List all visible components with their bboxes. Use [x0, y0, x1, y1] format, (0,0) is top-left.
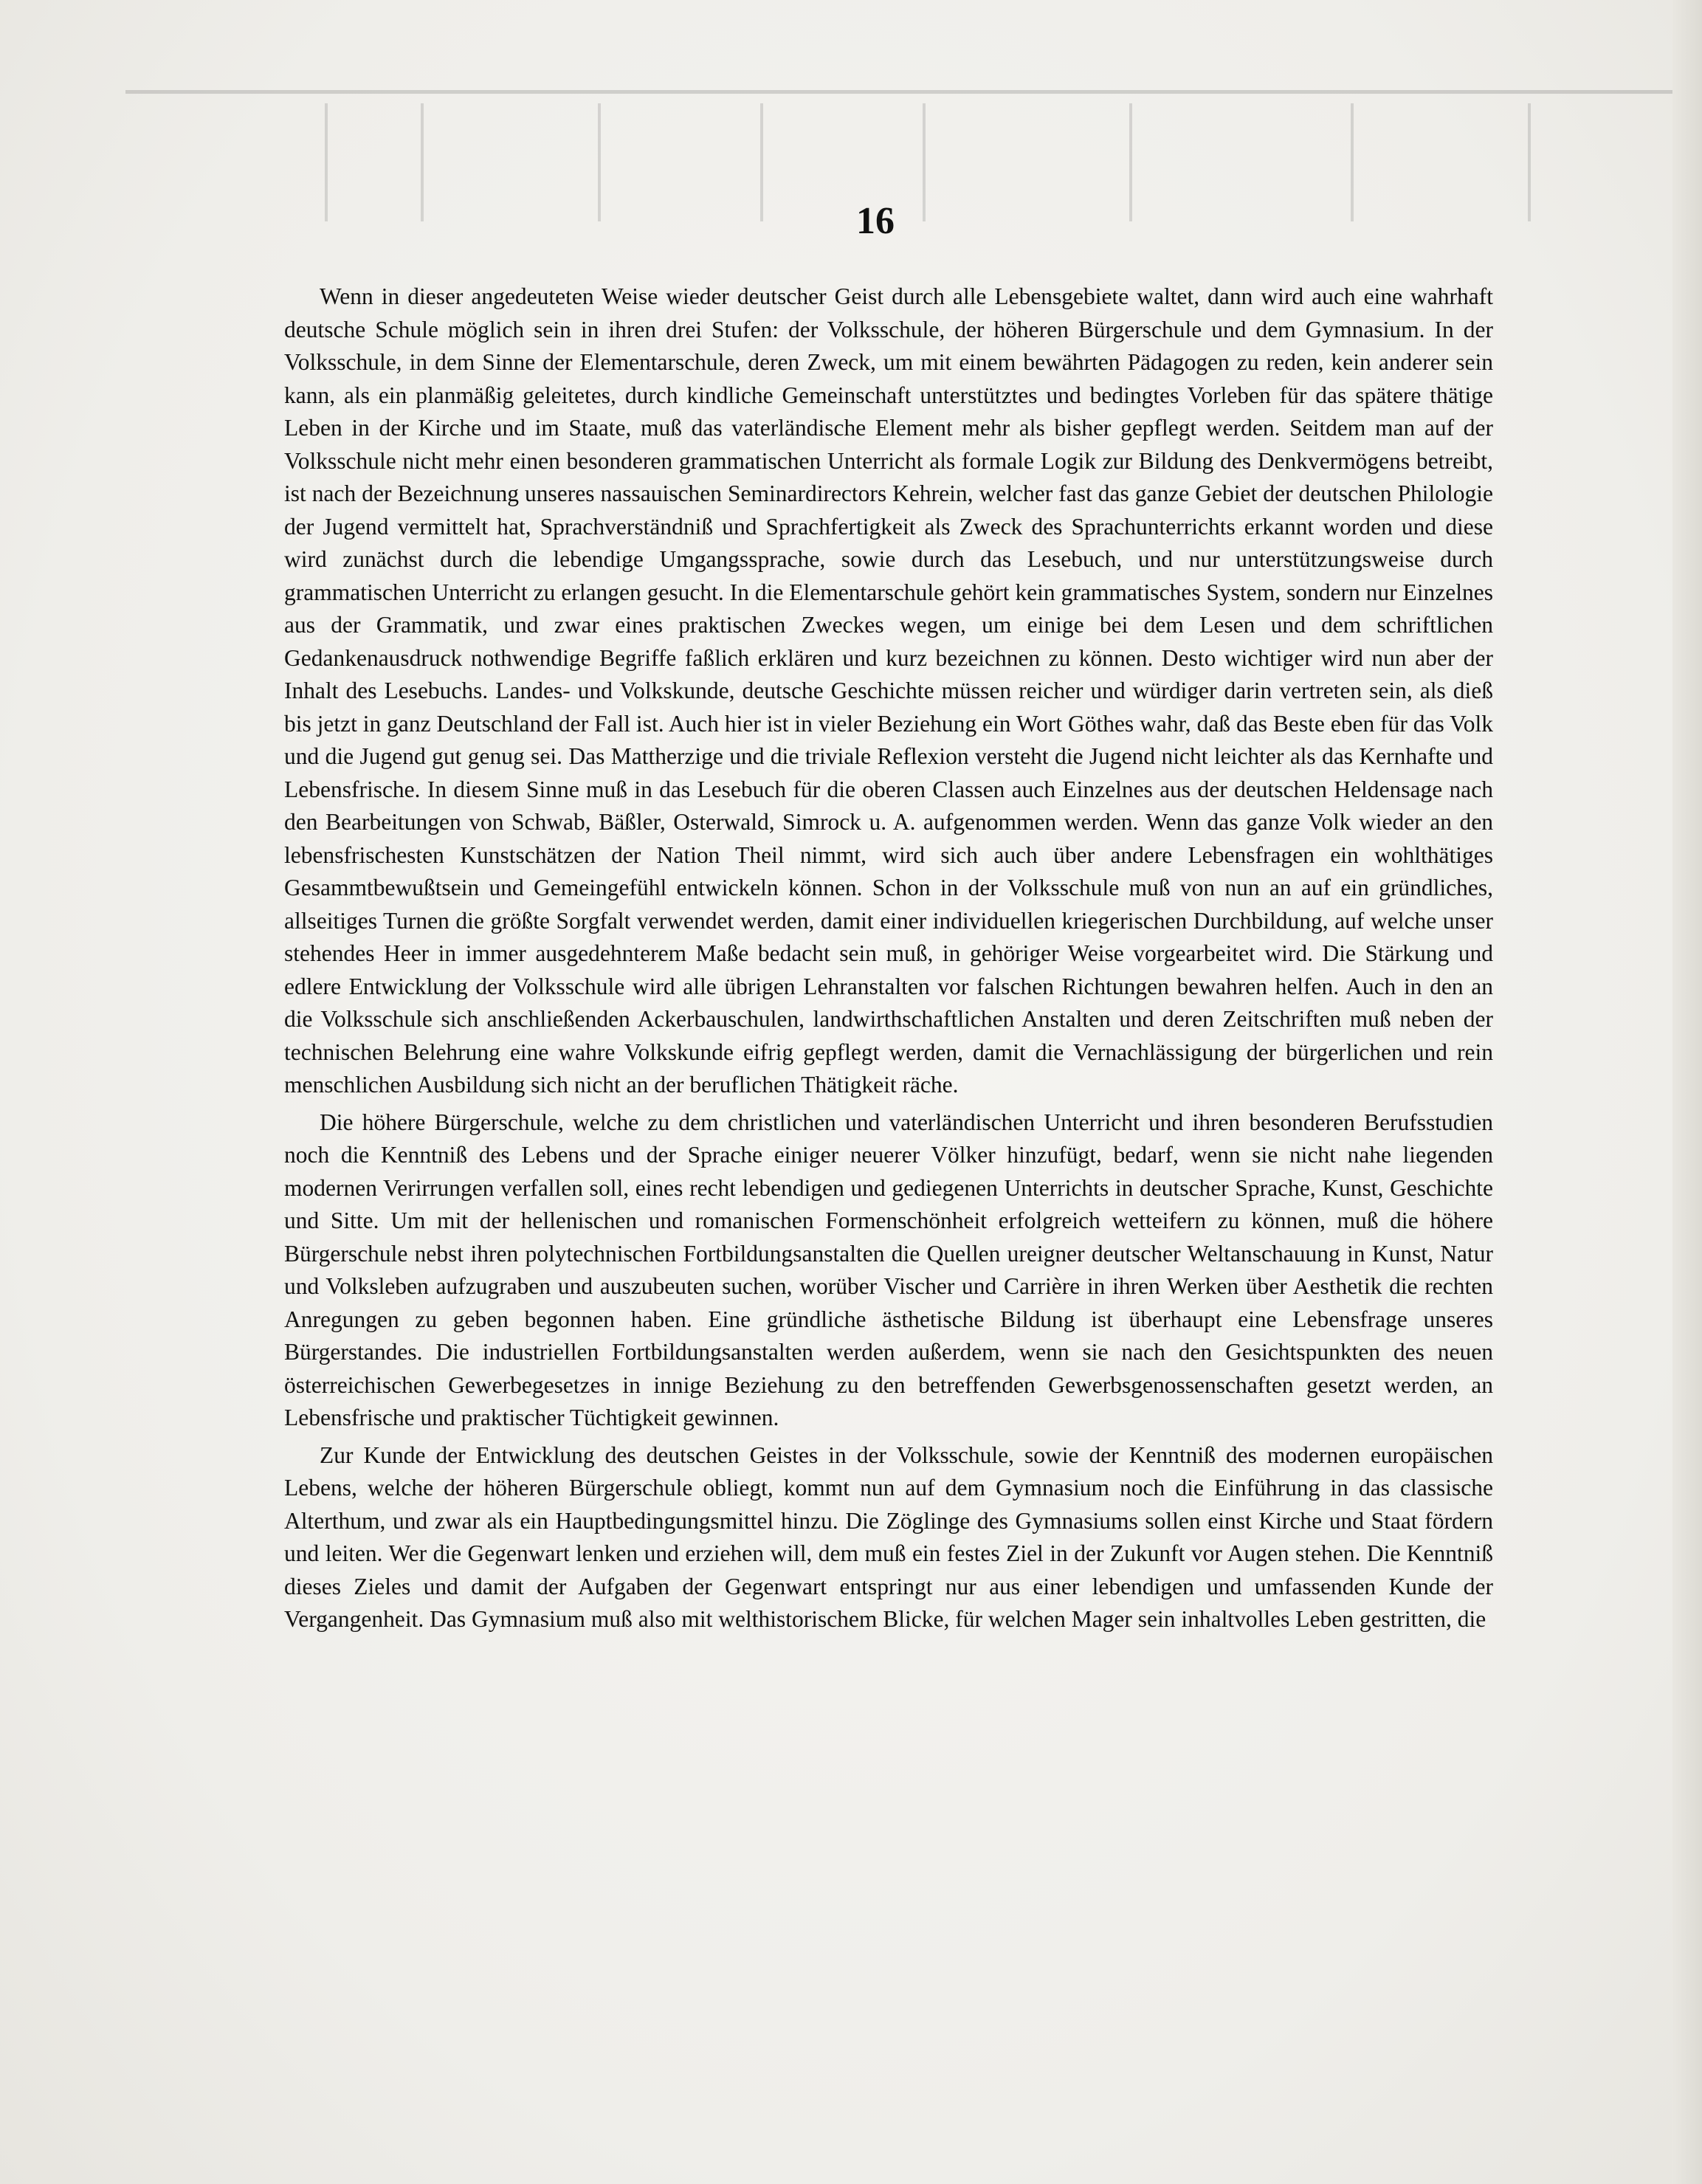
paragraph: Wenn in dieser angedeuteten Weise wieder deutscher Geist durch alle Lebensgebiete waltet, dann wird auch eine wahrhaft deutsche Schule möglich sein in ihren drei Stufen: der Volksschule, der höheren Bürgerschule und dem Gymnasium. In der Volksschule, in dem Sinne der Elementarschule, deren Zweck, um mit einem bewährten Pädagogen zu reden, kein anderer sein kann, als ein planmäßig geleitetes, durch kindliche Gemeinschaft unterstütztes und bedingtes Vorleben für das spätere thätige Leben in der Kirche und im Staate, muß das vaterländische Element mehr als bisher gepflegt werden. Seitdem man auf der Volksschule nicht mehr einen besonderen grammatischen Unterricht als formale Logik zur Bildung des Denkvermögens betreibt, ist nach der Bezeichnung unseres nassauischen Seminardirectors Kehrein, welcher fast das ganze Gebiet der deutschen Philologie der Jugend vermittelt hat, Sprachverständniß und Sprachfertigkeit als Zweck des Sprachunterrichts erkannt worden und diese wird zunächst durch die lebendige Umgangssprache, sowie durch das Lesebuch, und nur unterstützungsweise durch grammatischen Unterricht zu erlangen gesucht. In die Elementarschule gehört kein grammatisches System, sondern nur Einzelnes aus der Grammatik, und zwar eines praktischen Zweckes wegen, um einige bei dem Lesen und dem schriftlichen Gedankenausdruck nothwendige Begriffe faßlich erklären und kurz bezeichnen zu können. Desto wichtiger wird nun aber der Inhalt des Lesebuchs. Landes- und Volkskunde, deutsche Geschichte müssen reicher und würdiger darin vertreten sein, als dieß bis jetzt in ganz Deutschland der Fall ist. Auch hier ist in vieler Beziehung ein Wort Göthes wahr, daß das Beste eben für das Volk und die Jugend gut genug sei. Das Mattherzige und die triviale Reflexion versteht die Jugend nicht leichter als das Kernhafte und Lebensfrische. In diesem Sinne muß in das Lesebuch für die oberen Classen auch Einzelnes aus der deutschen Heldensage nach den Bearbeitungen von Schwab, Bäßler, Osterwald, Simrock u. A. aufgenommen werden. Wenn das ganze Volk wieder an den lebensfrischesten Kunstschätzen der Nation Theil nimmt, wird sich auch über andere Lebensfragen ein wohlthätiges Gesammtbewußtsein und Gemeingefühl entwickeln können. Schon in der Volksschule muß von nun an auf ein gründliches, allseitiges Turnen die größte Sorgfalt verwendet werden, damit einer individuellen kriegerischen Durchbildung, auf welche unser stehendes Heer in immer ausgedehnterem Maße bedacht sein muß, in gehöriger Weise vorgearbeitet wird. Die Stärkung und edlere Entwicklung der Volksschule wird alle übrigen Lehranstalten vor falschen Richtungen bewahren helfen. Auch in den an die Volksschule sich anschließenden Ackerbauschulen, landwirthschaftlichen Anstalten und deren Zeitschriften muß neben der technischen Belehrung eine wahre Volkskunde eifrig gepflegt werden, damit die Vernachlässigung der bürgerlichen und rein menschlichen Ausbildung sich nicht an der beruflichen Thätigkeit räche.	[284, 283, 1493, 1098]
page-edge	[1672, 0, 1702, 2184]
show-through-column-line	[1351, 103, 1354, 221]
show-through-rule	[125, 90, 1702, 94]
body-text	[284, 280, 1493, 1641]
paragraph: Zur Kunde der Entwicklung des deutschen Geistes in der Volksschule, sowie der Kenntniß des modernen europäischen Lebens, welche der höheren Bürgerschule obliegt, kommt nun auf dem Gymnasium noch die Einführung in das classische Alterthum, und zwar als ein Hauptbedingungsmittel hinzu. Die Zöglinge des Gymnasiums sollen einst Kirche und Staat fördern und leiten. Wer die Gegenwart lenken und erziehen will, dem muß ein festes Ziel in der Zukunft vor Augen stehen. Die Kenntniß dieses Zieles und damit der Aufgaben der Gegenwart entspringt nur aus einer lebendigen und umfassenden Kunde der Vergangenheit. Das Gymnasium muß also mit welthistorischem Blicke, für welchen Mager sein inhaltvolles Leben gestritten, die	[284, 1441, 1493, 1632]
paragraph: Die höhere Bürgerschule, welche zu dem christlichen und vaterländischen Unterricht und ihren besonderen Berufsstudien noch die Kenntniß des Lebens und der Sprache einiger neuerer Völker hinzufügt, bedarf, wenn sie nicht nahe liegenden modernen Verirrungen verfallen soll, eines recht lebendigen und gediegenen Unterrichts in deutscher Sprache, Kunst, Geschichte und Sitte. Um mit der hellenischen und romanischen Formenschönheit erfolgreich wetteifern zu können, muß die höhere Bürgerschule nebst ihren polytechnischen Fortbildungsanstalten die Quellen ureigner deutscher Weltanschauung in Kunst, Natur und Volksleben aufzugraben und auszubeuten suchen, worüber Vischer und Carrière in ihren Werken über Aesthetik die rechten Anregungen zu geben begonnen haben. Eine gründliche ästhetische Bildung ist überhaupt eine Lebensfrage unseres Bürgerstandes. Die industriellen Fortbildungsanstalten werden außerdem, wenn sie nach den Gesichtspunkten des neuen österreichischen Gewerbegesetzes in innige Beziehung zu den betreffenden Gewerbsgenossenschaften gesetzt werden, an Lebensfrische und praktischer Tüchtigkeit gewinnen.	[284, 1109, 1493, 1430]
show-through-column-line	[421, 103, 424, 221]
show-through-column-line	[325, 103, 328, 221]
show-through-table	[125, 74, 1702, 221]
page-number: 16	[856, 200, 895, 242]
show-through-column-line	[598, 103, 601, 221]
show-through-column-line	[1528, 103, 1531, 221]
show-through-column-line	[1129, 103, 1132, 221]
show-through-column-line	[923, 103, 926, 221]
show-through-column-line	[760, 103, 763, 221]
